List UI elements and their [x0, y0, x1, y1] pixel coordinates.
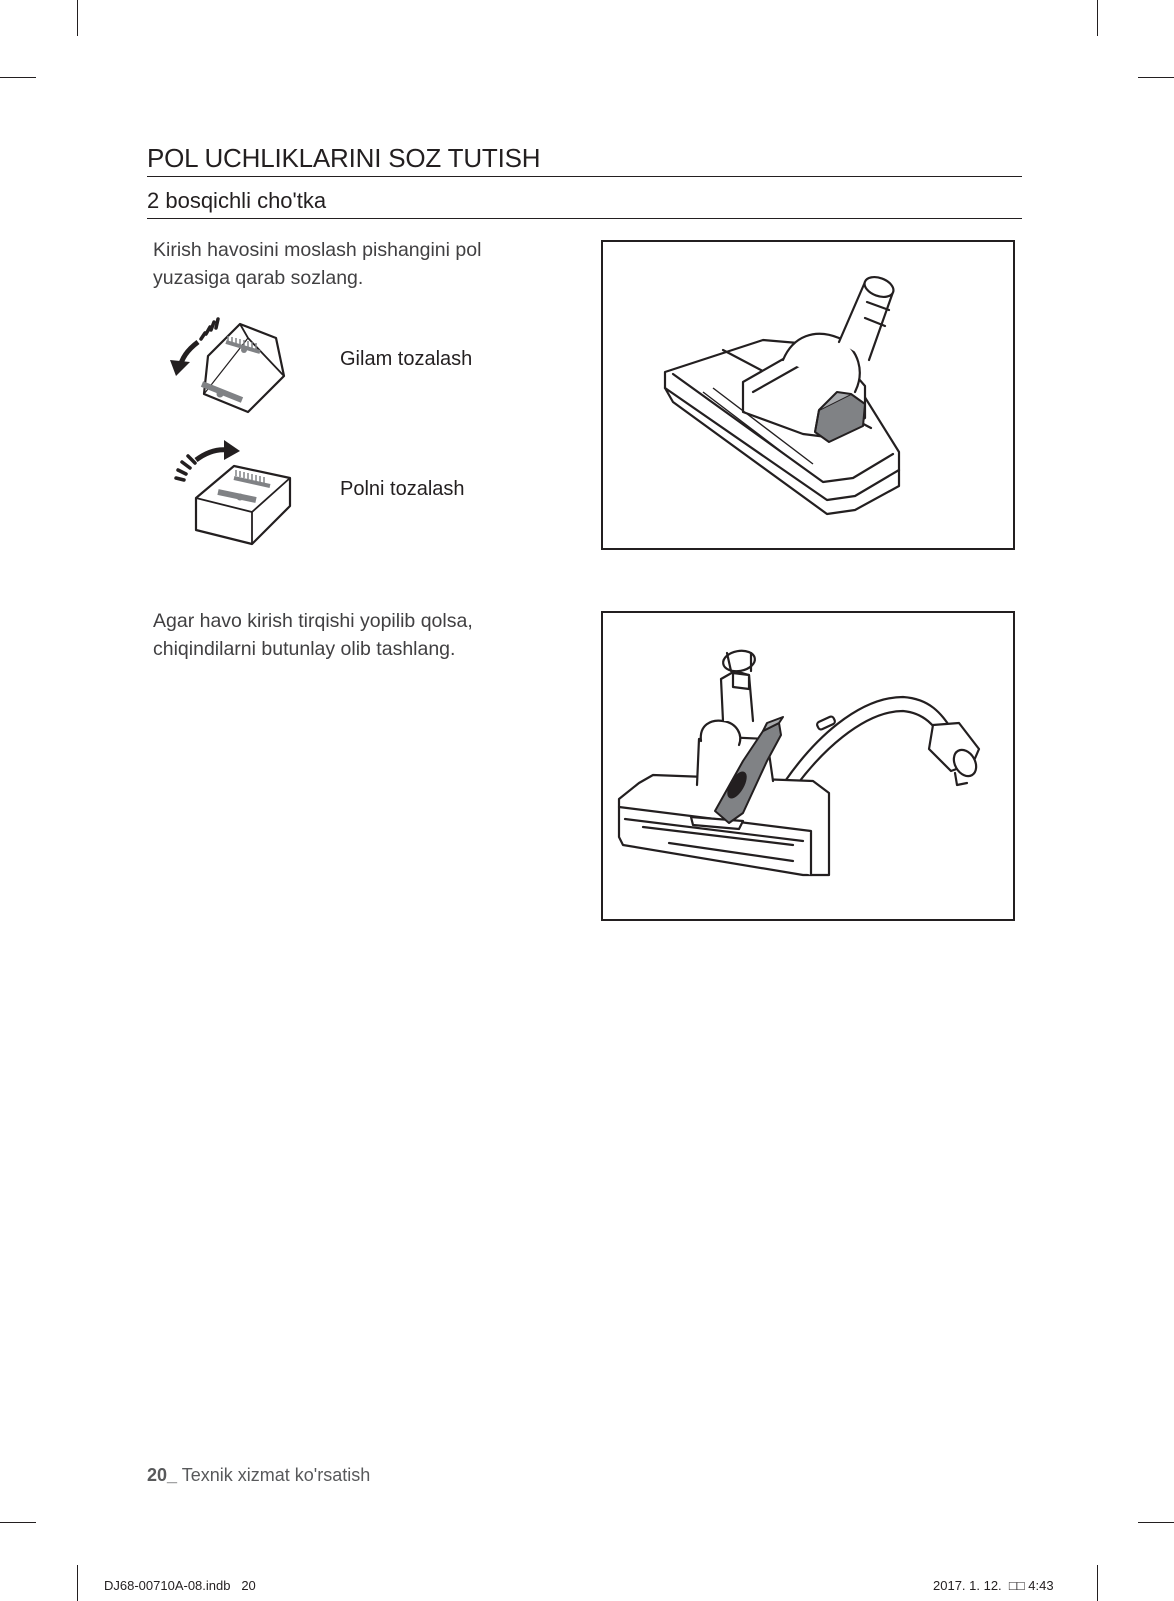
- slug-time: 4:43: [1028, 1578, 1054, 1593]
- crop-mark: [77, 0, 78, 36]
- intro-line: Kirish havosini moslash pishangini pol: [153, 239, 482, 261]
- intro-line: yuzasiga qarab sozlang.: [153, 267, 364, 289]
- section-title: POL UCHLIKLARINI SOZ TUTISH: [147, 143, 541, 173]
- blockage-line: Agar havo kirish tirqishi yopilib qolsa,: [153, 610, 473, 632]
- crop-mark: [1138, 1522, 1174, 1523]
- page-section-title: Texnik xizmat ko'rsatish: [181, 1465, 371, 1485]
- crop-mark: [1097, 0, 1098, 36]
- page-number: 20_: [147, 1465, 178, 1485]
- subsection-title: 2 bosqichli cho'tka: [147, 188, 327, 213]
- crop-mark: [0, 77, 36, 78]
- crop-mark: [77, 1565, 78, 1601]
- brush-lever-figure: [601, 240, 1015, 550]
- carpet-mode-label: Gilam tozalash: [340, 348, 473, 370]
- crop-mark: [0, 1522, 36, 1523]
- slug-filename: DJ68-00710A-08.indb: [104, 1578, 231, 1593]
- section-title-rule: [147, 176, 1022, 177]
- floor-mode-label: Polni tozalash: [340, 478, 465, 500]
- clearing-blockage-figure: [601, 611, 1015, 921]
- intro-paragraph: [153, 236, 481, 292]
- carpet-mode-icon: [168, 316, 298, 416]
- crop-mark: [1138, 77, 1174, 78]
- crop-mark: [1097, 1565, 1098, 1601]
- floor-mode-icon: [170, 440, 300, 550]
- slug-date: 2017. 1. 12.: [933, 1578, 1002, 1593]
- print-slug-file: [104, 1578, 256, 1593]
- slug-time-glyphs: □□: [1008, 1578, 1025, 1593]
- blockage-paragraph: [153, 607, 473, 663]
- blockage-line: chiqindilarni butunlay olib tashlang.: [153, 638, 456, 660]
- subsection-title-rule: [147, 218, 1022, 219]
- print-slug-timestamp: [933, 1578, 1054, 1593]
- slug-page: 20: [241, 1578, 256, 1593]
- page-footer: [147, 1465, 370, 1486]
